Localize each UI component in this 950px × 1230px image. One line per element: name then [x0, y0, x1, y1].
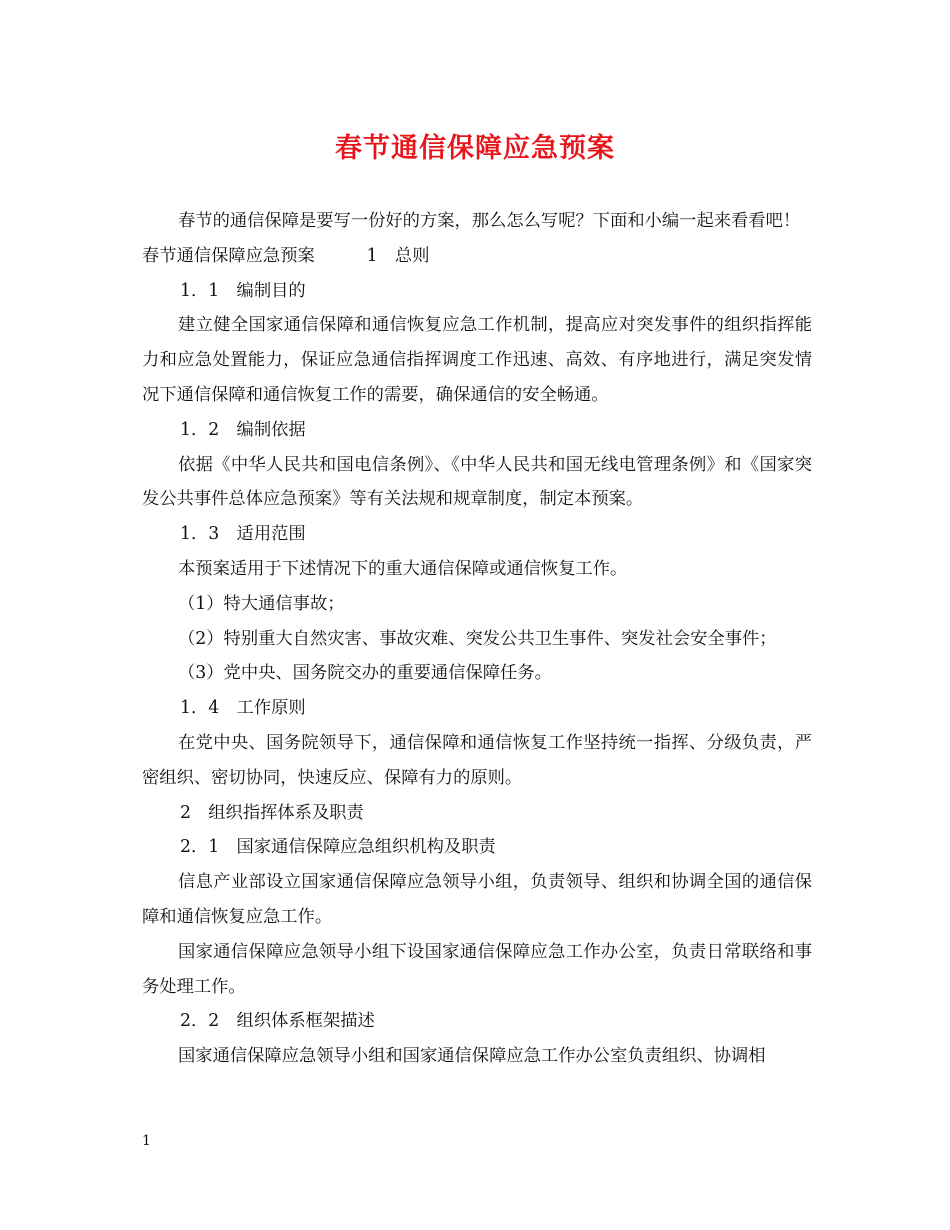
paragraph-principles: 在党中央、国务院领导下，通信保障和通信恢复工作坚持统一指挥、分级负责，严密组织、密切协同，快速反应、保障有力的原则。	[142, 732, 812, 788]
section-heading-1-4: 1．4 工作原则	[180, 698, 306, 719]
paragraph-framework: 国家通信保障应急领导小组和国家通信保障应急工作办公室负责组织、协调相	[178, 1046, 766, 1067]
paragraph-scope: 本预案适用于下述情况下的重大通信保障或通信恢复工作。	[178, 558, 628, 579]
paragraph-intro: 春节的通信保障是要写一份好的方案，那么怎么写呢？下面和小编一起来看看吧！	[178, 211, 801, 231]
section-heading-1-2: 1．2 编制依据	[180, 419, 306, 440]
page-number: 1	[142, 1133, 151, 1149]
paragraph-basis: 依据《中华人民共和国电信条例》、《中华人民共和国无线电管理条例》和《国家突发公共事件总体应急预案》等有关法规和规章制度，制定本预案。	[142, 454, 812, 510]
section-heading-2-2: 2．2 组织体系框架描述	[180, 1011, 375, 1032]
list-item-scope-3: （3）党中央、国务院交办的重要通信保障任务。	[178, 663, 552, 684]
list-item-scope-2: （2）特别重大自然灾害、事故灾难、突发公共卫生事件、突发社会安全事件；	[178, 628, 777, 649]
document-body	[142, 204, 812, 1074]
paragraph-organization-1: 信息产业部设立国家通信保障应急领导小组，负责领导、组织和协调全国的通信保障和通信恢复应急工作。	[142, 872, 812, 927]
document-title: 春节通信保障应急预案	[335, 133, 615, 164]
section-heading-2-1: 2．1 国家通信保障应急组织机构及职责	[180, 837, 496, 858]
section-heading-1-1: 1．1 编制目的	[180, 280, 306, 301]
paragraph-purpose: 建立健全国家通信保障和通信恢复应急工作机制，提高应对突发事件的组织指挥能力和应急处置能力，保证应急通信指挥调度工作迅速、高效、有序地进行，满足突发情况下通信保障和通信恢复工作的需要，确保通信的安全畅通。	[142, 315, 812, 405]
list-item-scope-1: （1）特大通信事故；	[178, 593, 345, 614]
section-heading-2: 2 组织指挥体系及职责	[180, 802, 364, 823]
paragraph-heading-general: 春节通信保障应急预案 1 总则	[142, 245, 430, 266]
section-heading-1-3: 1．3 适用范围	[180, 524, 306, 545]
paragraph-organization-2: 国家通信保障应急领导小组下设国家通信保障应急工作办公室，负责日常联络和事务处理工作。	[142, 941, 812, 997]
